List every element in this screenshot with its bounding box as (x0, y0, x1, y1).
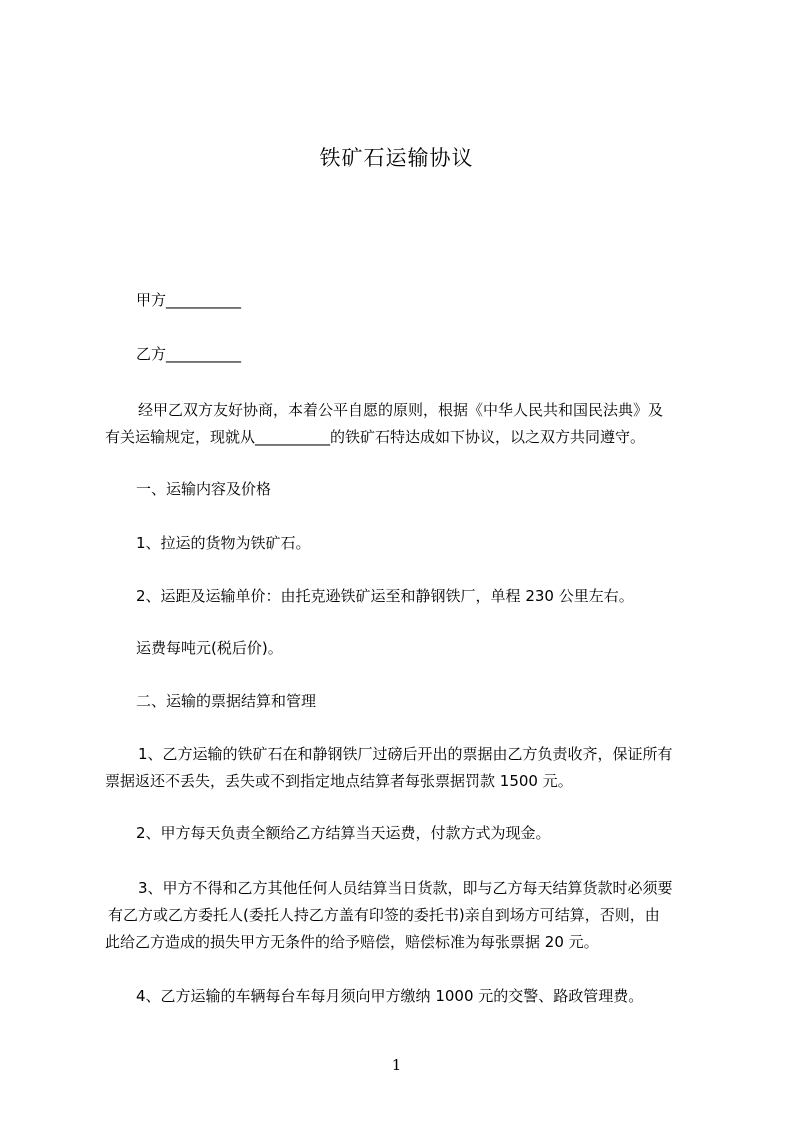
page-number: 1 (391, 1056, 402, 1074)
party-b-line: 乙方__________ (136, 345, 242, 363)
section-1-freight: 运费每吨元(税后价)。 (136, 639, 283, 657)
section-2-item-1-line-1: 1、乙方运输的铁矿石在和静钢铁厂过磅后开出的票据由乙方负责收齐，保证所有 (138, 745, 673, 763)
section-2-item-3-line-1: 3、甲方不得和乙方其他任何人员结算当日货款，即与乙方每天结算货款时必须要 (138, 879, 673, 897)
section-2-item-3-line-2: 有乙方或乙方委托人(委托人持乙方盖有印签的委托书)亲自到场方可结算，否则，由 (108, 906, 660, 924)
party-a-line: 甲方__________ (136, 291, 242, 309)
intro-paragraph-line-1: 经甲乙双方友好协商，本着公平自愿的原则，根据《中华人民共和国民法典》及 (138, 401, 664, 419)
section-1-heading: 一、运输内容及价格 (136, 480, 272, 498)
intro-paragraph-line-2: 有关运输规定，现就从__________的铁矿石特达成如下协议，以之双方共同遵守。 (105, 428, 646, 446)
section-1-item-2: 2、运距及运输单价：由托克逊铁矿运至和静钢铁厂，单程 230 公里左右。 (136, 587, 634, 605)
section-2-item-4: 4、乙方运输的车辆每台车每月须向甲方缴纳 1000 元的交警、路政管理费。 (136, 987, 644, 1005)
section-2-item-3-line-3: 此给乙方造成的损失甲方无条件的给予赔偿，赔偿标准为每张票据 20 元。 (105, 933, 599, 951)
section-2-item-2: 2、甲方每天负责全额给乙方结算当天运费，付款方式为现金。 (136, 824, 551, 842)
section-1-item-1: 1、拉运的货物为铁矿石。 (136, 534, 311, 552)
section-2-item-1-line-2: 票据返还不丢失，丢失或不到指定地点结算者每张票据罚款 1500 元。 (105, 772, 573, 790)
section-2-heading: 二、运输的票据结算和管理 (136, 692, 317, 710)
document-title: 铁矿石运输协议 (319, 146, 474, 170)
